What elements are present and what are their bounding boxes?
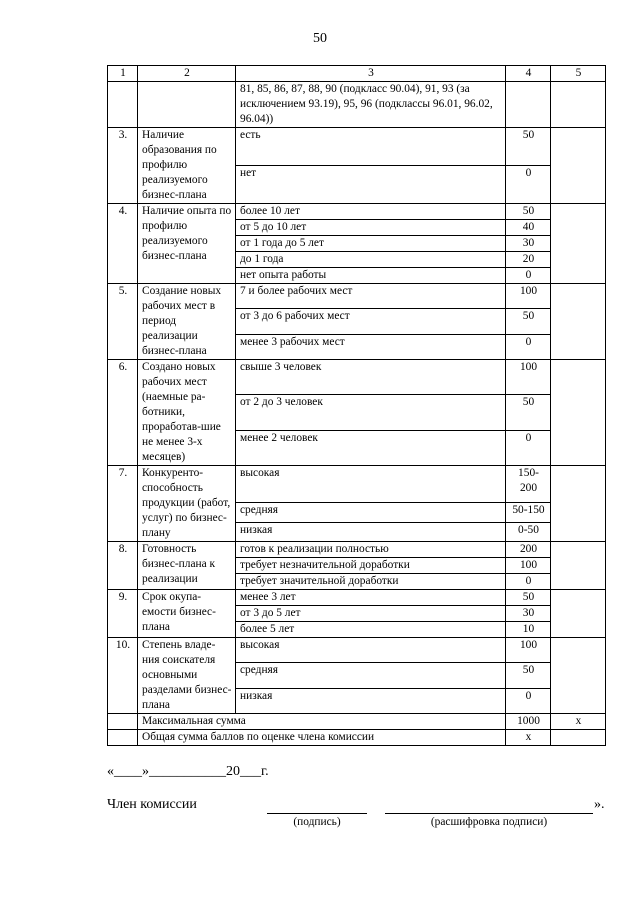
option-label: низкая (236, 522, 506, 541)
expert-score-cell (551, 284, 606, 360)
option-score: 0 (506, 334, 551, 359)
signature-caption: (подпись) (293, 816, 341, 828)
criterion-name: Готовность бизнес-плана к реализации (138, 542, 236, 590)
criterion-number: 5. (108, 284, 138, 360)
signature-line (267, 813, 367, 814)
decoding-line (385, 813, 593, 814)
member-label: Член комиссии (107, 797, 197, 812)
criterion-number: 9. (108, 590, 138, 638)
option-label: до 1 года (236, 252, 506, 268)
signature-block (107, 797, 607, 837)
option-label: есть (236, 128, 506, 166)
option-label: менее 3 рабочих мест (236, 334, 506, 359)
expert-score-cell (551, 204, 606, 284)
table-row (108, 204, 606, 220)
criterion-number: 6. (108, 360, 138, 466)
option-score: 100 (506, 558, 551, 574)
table-row (108, 542, 606, 558)
total-sum-row-col5 (551, 730, 606, 746)
option-score: 150-200 (506, 466, 551, 503)
continuation-col5 (551, 82, 606, 128)
option-score: 200 (506, 542, 551, 558)
total-sum-row (108, 730, 606, 746)
continuation-criterion (138, 82, 236, 128)
total-sum-row-label: Общая сумма баллов по оценке члена комиссии (138, 730, 506, 746)
option-score: 50 (506, 309, 551, 334)
date-line: «____»___________20___г. (107, 764, 269, 779)
option-label: менее 2 человек (236, 430, 506, 465)
option-score: 100 (506, 284, 551, 309)
criterion-name: Создано новых рабочих мест (наемные ра-ботники, проработав-шие не менее 3-х месяцев) (138, 360, 236, 466)
table-row (108, 590, 606, 606)
option-score: 0 (506, 574, 551, 590)
score-table (107, 65, 606, 746)
option-label: от 3 до 5 лет (236, 606, 506, 622)
option-label: более 10 лет (236, 204, 506, 220)
option-score: 100 (506, 638, 551, 663)
criterion-name: Срок окупа-емости бизнес-плана (138, 590, 236, 638)
max-sum-row-number (108, 714, 138, 730)
option-label: средняя (236, 663, 506, 688)
criterion-name: Наличие образования по профилю реализуемого бизнес-плана (138, 128, 236, 204)
header-col-5: 5 (551, 66, 606, 82)
option-score: 30 (506, 606, 551, 622)
option-label: менее 3 лет (236, 590, 506, 606)
total-sum-row-number (108, 730, 138, 746)
option-score: 0 (506, 268, 551, 284)
option-label: готов к реализации полностью (236, 542, 506, 558)
option-score: 20 (506, 252, 551, 268)
option-score: 0 (506, 688, 551, 713)
option-score: 50 (506, 128, 551, 166)
option-score: 50 (506, 663, 551, 688)
header-col-2: 2 (138, 66, 236, 82)
page-number: 50 (313, 31, 327, 46)
option-score: 40 (506, 220, 551, 236)
criterion-name: Наличие опыта по профилю реализуемого бизнес-плана (138, 204, 236, 284)
expert-score-cell (551, 542, 606, 590)
option-label: от 2 до 3 человек (236, 395, 506, 430)
max-sum-row-label: Максимальная сумма (138, 714, 506, 730)
option-label: требует незначительной доработки (236, 558, 506, 574)
option-score: 50-150 (506, 503, 551, 522)
option-score: 0 (506, 430, 551, 465)
option-label: высокая (236, 466, 506, 503)
expert-score-cell (551, 360, 606, 466)
total-sum-row-score: х (506, 730, 551, 746)
option-score: 0 (506, 166, 551, 204)
continuation-text: 81, 85, 86, 87, 88, 90 (подкласс 90.04), 91, 93 (за исключением 93.19), 95, 96 (подклассы 96.01, 96.02, 96.04)) (236, 82, 506, 128)
option-score: 0-50 (506, 522, 551, 541)
table-row (108, 360, 606, 395)
option-score: 50 (506, 395, 551, 430)
option-label: более 5 лет (236, 622, 506, 638)
table-row (108, 466, 606, 503)
expert-score-cell (551, 466, 606, 542)
option-score: 50 (506, 204, 551, 220)
continuation-number (108, 82, 138, 128)
continuation-row (108, 82, 606, 128)
header-col-3: 3 (236, 66, 506, 82)
header-col-1: 1 (108, 66, 138, 82)
option-score: 100 (506, 360, 551, 395)
option-label: 7 и более рабочих мест (236, 284, 506, 309)
criterion-name: Конкуренто-способность продукции (работ, услуг) по бизнес-плану (138, 466, 236, 542)
option-label: высокая (236, 638, 506, 663)
criterion-number: 3. (108, 128, 138, 204)
option-label: нет (236, 166, 506, 204)
option-label: требует значительной доработки (236, 574, 506, 590)
closing-quote: ». (594, 797, 605, 812)
option-label: от 5 до 10 лет (236, 220, 506, 236)
table-row (108, 128, 606, 166)
option-label: свыше 3 человек (236, 360, 506, 395)
criterion-number: 4. (108, 204, 138, 284)
criterion-number: 7. (108, 466, 138, 542)
option-label: низкая (236, 688, 506, 713)
option-label: средняя (236, 503, 506, 522)
table-header-row (108, 66, 606, 82)
score-table-body (108, 66, 606, 746)
option-label: от 1 года до 5 лет (236, 236, 506, 252)
option-score: 50 (506, 590, 551, 606)
option-score: 10 (506, 622, 551, 638)
header-col-4: 4 (506, 66, 551, 82)
table-row (108, 638, 606, 663)
expert-score-cell (551, 590, 606, 638)
decoding-caption: (расшифровка подписи) (430, 816, 548, 828)
criterion-name: Степень владе-ния соискателя основными разделами бизнес-плана (138, 638, 236, 714)
expert-score-cell (551, 638, 606, 714)
expert-score-cell (551, 128, 606, 204)
criterion-number: 8. (108, 542, 138, 590)
continuation-score (506, 82, 551, 128)
max-sum-row-score: 1000 (506, 714, 551, 730)
criterion-number: 10. (108, 638, 138, 714)
table-row (108, 284, 606, 309)
max-sum-row-col5: х (551, 714, 606, 730)
max-sum-row (108, 714, 606, 730)
option-label: от 3 до 6 рабочих мест (236, 309, 506, 334)
option-score: 30 (506, 236, 551, 252)
option-label: нет опыта работы (236, 268, 506, 284)
criterion-name: Создание новых рабочих мест в период реализации бизнес-плана (138, 284, 236, 360)
